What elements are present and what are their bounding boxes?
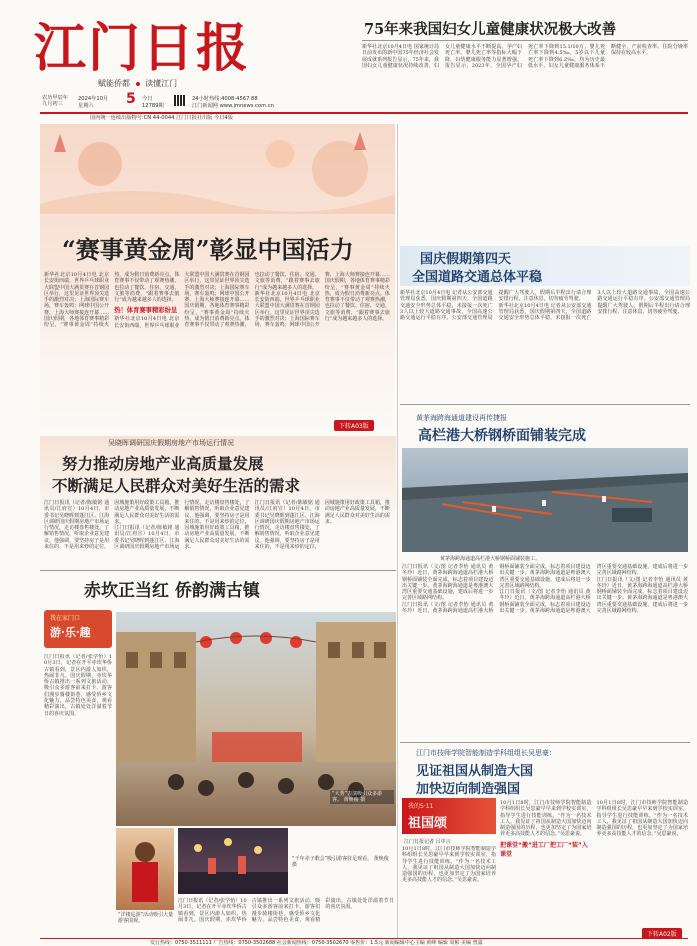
property-body-b: 江门日报讯（记者/陈敏铭 通讯员/江府宣）10月4日，市委书记吴晓晖到蓬江区、江海区调研国庆假期房地产市场运行情况，走访楼盘售楼处，了解销售情况，听取企业意见建议。他强调，要坚持房子是用来住的、不是用来炒的定位，因城施策用好政策工具箱，推动房地产业高质量发展，不断满足人民群众对美好生活的需求。 [114, 500, 250, 551]
traffic-body-a: 新华社北京10月4日电 记者从公安部交通管理局获悉，国庆假期第四天，全国道路交通安全形势总体平稳，未接报一次死亡3人以上较大道路交通事故，全国高速公路交通运行平稳有序。公安部交通管理局提醒广大驾驶人，假期后半程出行请合理安排行程，注意休息，切勿疲劳驾驶。 [400, 290, 592, 322]
issue-info [42, 91, 360, 109]
qr-icon [174, 95, 185, 106]
lead-body: 新华社北京10月4日电 国家统计局日前发布的新中国75年经济社会发展成就系列报告显示，75年来，我国妇女儿童健康状况持续改善，妇女儿童健康水平不断提高。孕产妇死亡率、婴儿死亡率等指标大幅下降，妇幼健康服务能力显著增强。报告显示，2023年，全国孕产妇死亡率下降到15.1/10万，婴儿死亡率下降到4.5‰，5岁以下儿童死亡率下降到6.2‰，均为历史最低水平。妇女儿童健康服务体系不断健全，产前检查率、住院分娩率保持在较高水平。 [362, 44, 688, 69]
issue-label: 今日 [142, 96, 153, 102]
sea-body-c: 10月1日8时，江门市技师学院智能制造学科组组长吴思豪早早来到学校实训室，指导学生进行技能训练。“作为一名技术工人，我见证了祖国从制造大国加快迈向制造强国的历程，也更加坚定了为国家培养更多高技能人才的信念。”吴思豪说。 [596, 800, 688, 838]
town-cols-left [44, 654, 112, 938]
traffic-body-b: 新华社北京10月4日电 记者从公安部交通管理局获悉，国庆假期第四天，全国道路交通安全形势总体平稳，未接报一次死亡3人以上较大道路交通事故，全国高速公路交通运行平稳有序。公安部交通管理局提醒广大驾驶人，假期后半程出行请合理安排行程，注意休息，切勿疲劳驾驶。 [498, 290, 690, 322]
lunar-date: 农历甲辰年 九月初三 [42, 95, 68, 107]
lead-headline[interactable]: 75年来我国妇女儿童健康状况极大改善 [364, 21, 617, 38]
main-body-a: 新华社北京10月4日电 北京长安街西端，世界乒乓球职业大联盟中国大满贯赛在首钢园区举行，这里见证世界顶尖选手的激烈对决；上海国际赛车场，赛车轰鸣；网球中国公开赛、上海大师赛接连开幕……国庆假期，各地体育赛事精彩纷呈，“赛事黄金周”持续火热，成为假日消费新亮点。体育赛事不仅带动了观赛热潮，也拉动了餐饮、住宿、交通、文旅等消费，“跟着赛事去旅行”成为越来越多人的选择。 [44, 272, 180, 329]
masthead [0, 0, 697, 112]
cn-code: 国内统一连续出版物号:CN 44-0044 江门日报社出版 今日4版 [90, 115, 233, 121]
traffic-title[interactable]: 国庆假期第四天 [420, 252, 512, 267]
town-caption-text-3: “千年赤子歌会”吸引游客驻足观看。 [292, 856, 373, 862]
footer-text: 发行热线：0750-3511111 广告热线：0750-3502688 社会新闻热线：0750-3502670 零售价：1.5元 新闻编辑中心主编 黄峰 编辑 周彬 美编 曾露 [150, 940, 483, 946]
slogan-2: 读懂江门 [145, 79, 178, 88]
lead-rule [362, 40, 688, 41]
website[interactable]: 江门新闻网 www.jmnews.com.cn [192, 103, 274, 109]
main-continue-link[interactable]: 下转A03版 [334, 420, 374, 431]
traffic-section [400, 246, 690, 402]
sea-title-2[interactable]: 见证祖国从制造大国 [416, 764, 534, 779]
town-photo-caption-1 [330, 790, 394, 804]
town-photo-mid [178, 828, 288, 894]
property-headline-2[interactable]: 不断满足人民群众对美好生活的需求 [52, 476, 301, 495]
weekday: 星期六 [78, 103, 94, 109]
logo-text: 江门日报 [34, 18, 246, 74]
bridge-title[interactable]: 高栏港大桥钢桥面铺装完成 [418, 428, 586, 444]
main-subhead: 热！体育赛事精彩纷呈 [114, 307, 178, 315]
sea-cols-right [500, 800, 688, 930]
property-body-c: 江门日报讯（记者/陈敏铭 通讯员/江府宣）10月4日，市委书记吴晓晖到蓬江区、江海区调研国庆假期房地产市场运行情况，走访楼盘售楼处，了解销售情况，听取企业意见建议。他强调，要坚持房子是用来住的、不是用来炒的定位，因城施策用好政策工具箱，推动房地产业高质量发展，不断满足人民群众对美好生活的需求。 [254, 500, 390, 551]
column-divider [397, 124, 398, 938]
sea-cols-left [402, 846, 496, 938]
bridge-illustration [402, 448, 688, 552]
slogan-1: 赋能侨都 [98, 79, 130, 88]
bridge-body-a: 江门日报讯（文/图 记者李怡 通讯员 黄冬玲）近日，黄茅海跨海通道高栏港大桥钢桥面铺装全面完成，标志着项目建设迈出关键一步。黄茅海跨海通道是粤港澳大湾区重要交通基础设施，建成后将进一步完善区域路网结构。 [402, 564, 494, 602]
sea-banner-title: 祖国颂 [408, 816, 448, 831]
logo-calligraphy [34, 14, 246, 74]
town-caption-3 [292, 856, 392, 868]
traffic-cols [400, 290, 690, 402]
bridge-rule [400, 742, 690, 743]
town-body-a: 江门日报讯（记者/张学怡）10月3日，记者在开平赤坎华侨古镇看到，景区内游人如织，热闹非凡。国庆假期，赤坎华侨古镇推出一系列文旅活动，吸引众多游客前来打卡。游客们漫步骑楼街巷，感受侨乡文化魅力，品尝特色美食，观看精彩演出，古镇处处洋溢着节日的喜庆氛围。 [44, 654, 112, 717]
town-headline[interactable]: 赤坎正当红 侨韵满古镇 [84, 581, 260, 601]
year-month: 2024年10月 [78, 96, 109, 102]
main-article-cols [44, 272, 390, 416]
hotline: 24小时热线:4008-4567 88 [192, 96, 258, 102]
town-photo [116, 612, 396, 826]
property-body-a: 江门日报讯（记者/陈敏铭 通讯员/江府宣）10月4日，市委书记吴晓晖到蓬江区、江海区调研国庆假期房地产市场运行情况，走访楼盘售楼处，了解销售情况，听取企业意见建议。他强调，要坚持房子是用来住的、不是用来炒的定位，因城施策用好政策工具箱，推动房地产业高质量发展，不断满足人民群众对美好生活的需求。 [44, 500, 180, 551]
property-rule [40, 570, 396, 571]
town-cols-bottom [178, 898, 394, 938]
issue-number: 12789期 [142, 103, 164, 109]
town-photographer-2: 黄焕俊 摄 [292, 856, 389, 868]
bridge-kicker: 黄茅海跨海通道建设再传捷报 [416, 414, 507, 422]
sea-banner-label: 我的5·11 [408, 803, 434, 810]
bridge-cols [402, 564, 688, 740]
bridge-body-c: 江门日报讯（文/图 记者李怡 通讯员 黄冬玲）近日，黄茅海跨海通道高栏港大桥钢桥面铺装全面完成，标志着项目建设迈出关键一步。黄茅海跨海通道是粤港澳大湾区重要交通基础设施，建成后将进一步完善区域路网结构。 [499, 564, 688, 615]
town-caption-2: “洋楼巡游”活动吸引大量游客围观。 [118, 912, 174, 924]
town-photographer-1: 黄焕俊 摄 [343, 797, 366, 803]
sea-continue-link[interactable]: 下转A02版 [642, 928, 682, 939]
town-caption-text-1: “大秀”表演吸引众多游客。 [332, 791, 383, 803]
town-photo-small [116, 828, 174, 910]
bridge-photo [402, 448, 688, 552]
sea-subhead: 把课堂“搬”进工厂把工厂“装”入课堂 [500, 841, 588, 858]
main-body-b: 新华社北京10月4日电 北京长安街西端，世界乒乓球职业大联盟中国大满贯赛在首钢园区举行，这里见证世界顶尖选手的激烈对决；上海国际赛车场，赛车轰鸣；网球中国公开赛、上海大师赛接连开幕……国庆假期，各地体育赛事精彩纷呈，“赛事黄金周”持续火热，成为假日消费新亮点。体育赛事不仅带动了观赛热潮，也拉动了餐饮、住宿、交通、文旅等消费，“跟着赛事去旅行”成为越来越多人的选择。 [114, 272, 320, 329]
bridge-body-b: 江门日报讯（文/图 记者李怡 通讯员 黄冬玲）近日，黄茅海跨海通道高栏港大桥钢桥面铺装全面完成，标志着项目建设迈出关键一步。黄茅海跨海通道是粤港澳大湾区重要交通基础设施，建成后将进一步完善区域路网结构。 [402, 564, 591, 615]
slogan-dot-icon [136, 82, 140, 86]
town-illustration-small [116, 828, 174, 910]
slogans [98, 78, 177, 89]
logo [34, 14, 246, 74]
bridge-body-d: 江门日报讯（文/图 记者李怡 通讯员 黄冬玲）近日，黄茅海跨海通道高栏港大桥钢桥面铺装全面完成，标志着项目建设迈出关键一步。黄茅海跨海通道是粤港澳大湾区重要交通基础设施，建成后将进一步完善区域路网结构。 [596, 576, 688, 615]
bridge-caption: 黄茅海跨海通道高栏港大桥钢桥面铺装施工。 [440, 556, 541, 562]
sea-body-a: 10月1日8时，江门市技师学院智能制造学科组组长吴思豪早早来到学校实训室，指导学生进行技能训练。“作为一名技术工人，我见证了祖国从制造大国加快迈向制造强国的历程，也更加坚定了为国家培养更多高技能人才的信念。”吴思豪说。 [402, 846, 496, 884]
main-headline[interactable]: “赛事黄金周”彰显中国活力 [62, 235, 354, 264]
property-kicker: 吴晓晖调研国庆假期房地产市场运行情况 [108, 439, 234, 447]
town-badge [44, 610, 112, 648]
property-cols [44, 500, 390, 568]
sea-title-3[interactable]: 加快迈向制造强国 [416, 782, 521, 797]
town-body-b: 江门日报讯（记者/张学怡）10月3日，记者在开平赤坎华侨古镇看到，景区内游人如织，热闹非凡。国庆假期，赤坎华侨古镇推出一系列文旅活动，吸引众多游客前来打卡。游客们漫步骑楼街巷，感受侨乡文化魅力，品尝特色美食，观看精彩演出，古镇处处洋溢着节日的喜庆氛围。 [178, 898, 394, 923]
town-illustration-mid [178, 828, 288, 894]
sea-banner [402, 798, 496, 834]
town-badge-title: 游·乐·趣 [50, 626, 91, 639]
main-body-c: 新华社北京10月4日电 北京长安街西端，世界乒乓球职业大联盟中国大满贯赛在首钢园区举行，这里见证世界顶尖选手的激烈对决；上海国际赛车场，赛车轰鸣；网球中国公开赛、上海大师赛接连开幕……国庆假期，各地体育赛事精彩纷呈，“赛事黄金周”持续火热，成为假日消费新亮点。体育赛事不仅带动了观赛热潮，也拉动了餐饮、住宿、交通、文旅等消费，“跟着赛事去旅行”成为越来越多人的选择。 [254, 272, 390, 329]
traffic-rule [400, 404, 690, 405]
sea-body-b: 10月1日8时，江门市技师学院智能制造学科组组长吴思豪早早来到学校实训室，指导学生进行技能训练。“作为一名技术工人，我见证了祖国从制造大国加快迈向制造强国的历程，也更加坚定了为国家培养更多高技能人才的信念。”吴思豪说。 [500, 800, 592, 838]
sea-title-1: 江门市技师学院智能制造学科组组长吴思豪： [416, 749, 556, 757]
traffic-subtitle[interactable]: 全国道路交通总体平稳 [412, 270, 543, 285]
town-badge-label: 我在家门口 [50, 615, 81, 622]
day-number: 5 [126, 91, 136, 107]
lead-body-cols [362, 44, 688, 106]
sea-byline: 江门日报记者 吕中言 [404, 839, 451, 845]
property-headline-1[interactable]: 努力推动房地产业高质量发展 [62, 454, 264, 473]
